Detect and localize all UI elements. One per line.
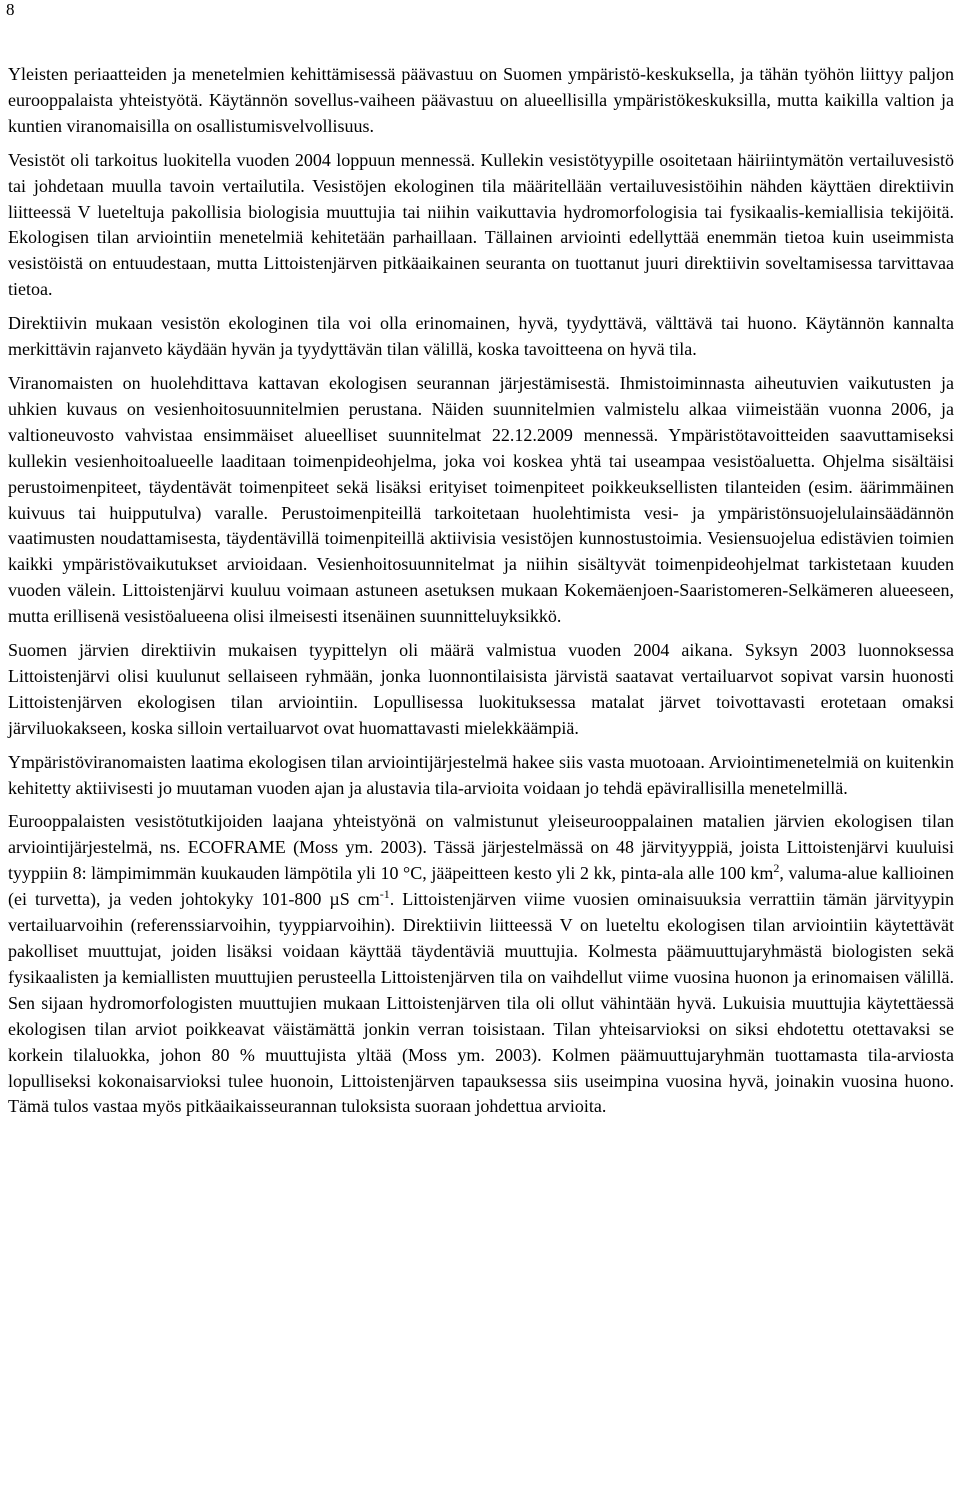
paragraph-text: Eurooppalaisten vesistötutkijoiden laajana yhteistyönä on valmistunut yleiseurooppalainen matalien järvien ekologisen tilan arviointijärjestelmä, ns. ECOFRAME (Moss ym. 2003). Tässä järjestelmässä on 48 järvityyppiä, joista Littoistenjärvi kuuluisi tyyppiin 8: lämpimimmän kuukauden lämpötila yli 10 °C, jääpeitteen kesto yli 2 kk, pinta-ala alle 100 km [8, 811, 954, 884]
paragraph-classification [8, 148, 954, 303]
paragraph-ecoframe [8, 809, 954, 1120]
paragraph-responsibility [8, 62, 954, 140]
paragraph-text: , valuma-alue kallioinen (ei turvetta), ja veden johtokyky 101-800 µS cm [8, 863, 954, 910]
paragraph-monitoring [8, 371, 954, 630]
document-body [8, 62, 954, 1128]
paragraph-text: Ympäristöviranomaisten laatima ekologisen tilan arviointijärjestelmä hakee siis vasta muotoaan. Arviointimenetelmiä on kuitenkin kehitetty aktiivisesti jo muutaman vuoden ajan ja alustavia tila-arvioita voidaan jo tehdä epävirallisilla menetelmillä. [8, 751, 954, 798]
paragraph-text: Yleisten periaatteiden ja menetelmien kehittämisessä päävastuu on Suomen ympäristö-keskuksella, ja tähän työhön liittyy paljon eurooppalaista yhteistyötä. Käytännön sovellus-vaiheen päävastuu on alueellisilla ympäristökeskuksilla, mutta kaikilla valtion ja kuntien viranomaisilla on osallistumisvelvollisuus. [8, 64, 954, 136]
paragraph-assessment-system [8, 750, 954, 802]
paragraph-text: Viranomaisten on huolehdittava kattavan ekologisen seurannan järjestämisestä. Ihmistoiminnasta aiheutuvien vaikutusten ja uhkien kuvaus on vesienhoitosuunnitelmien perustana. Näiden suunnitelmien valmistelu alkaa viimeistään vuonna 2006, ja valtioneuvosto vahvistaa ensimmäiset alueelliset suunnitelmat 22.12.2009 mennessä. Ympäristötavoitteiden saavuttamiseksi kullekin vesienhoitoalueelle laaditaan toimenpideohjelma, joka voi koskea yhtä tai useampaa vesistöaluetta. Ohjelma sisältäisi perustoimenpiteet, täydentävät toimenpiteet sekä lisäksi erityiset toimenpiteet poikkeuksellisten tilanteiden (esim. äärimmäinen kuivuus tai huipputulva) varalle. Perustoimenpiteillä tarkoitetaan huolehtimista vesi- ja ympäristönsuojelulainsäädännön vaatimusten noudattamisesta, täydentävillä toimenpiteillä aktiivisia vesistöjen kunnostustoimia. Vesiensuojelua edistävien toimien kaikki ympäristövaikutukset arvioidaan. Vesienhoitosuunnitelmat ja niihin sisältyvät toimenpideohjelmat tarkistetaan kuuden vuoden välein. Littoistenjärvi kuuluu voimaan astuneen asetuksen mukaan Kokemäenjoen-Saaristomeren-Selkämeren alueeseen, mutta erillisenä vesistöalueena olisi ilmeisesti itsenäinen suunnitteluyksikkö. [8, 372, 954, 627]
paragraph-text: Direktiivin mukaan vesistön ekologinen tila voi olla erinomainen, hyvä, tyydyttävä, välttävä tai huono. Käytännön kannalta merkittävin rajanveto käydään hyvän ja tyydyttävän tilan välillä, koska tavoitteena on hyvä tila. [8, 313, 954, 360]
paragraph-text: . Littoistenjärven viime vuosien ominaisuuksia verrattiin tämän järvityypin vertailuarvoihin (referenssiarvoihin, tyyppiarvoihin). Direktiivin liitteessä V on lueteltu ekologisen tilan arviointiin käytettävät pakolliset muuttujat, joiden lisäksi voidaan käyttää täydentäviä muuttujia. Kolmesta päämuuttujaryhmästä biologisten sekä fysikaalisten ja kemiallisten muuttujien perusteella Littoistenjärven tila on vaihdellut viime vuosina huonon ja erinomaisen välillä. Sen sijaan hydromorfologisten muuttujien mukaan Littoistenjärven tila oli ollut vähintään hyvä. Lukuisia muuttujia käytettäessä ekologisen tilan arviot poikkeavat väistämättä jonkin verran toisistaan. Tilan yhteisarvioksi on siksi ehdotettu otettavaksi se korkein tilaluokka, johon 80 % muuttujista yltää (Moss ym. 2003). Kolmen päämuuttujaryhmän tuottamasta tila-arviosta lopulliseksi kokonaisarvioksi tulee huonoin, Littoistenjärven tapauksessa siis useimpina vuosina hyvä, joinakin vuosina huono. Tämä tulos vastaa myös pitkäaikaisseurannan tuloksista suoraan johdettua arvioita. [8, 889, 954, 1117]
paragraph-text: Vesistöt oli tarkoitus luokitella vuoden 2004 loppuun mennessä. Kullekin vesistötyypille osoitetaan häiriintymätön vertailuvesistö tai johdetaan muulla tavoin vertailutila. Vesistöjen ekologinen tila määritellään vertailuvesistöihin nähden käyttäen direktiivin liitteessä V lueteltuja pakollisia biologisia muuttujia tai niihin vaikuttavia hydromorfologisia tai fysikaalis-kemiallisia tekijöitä. Ekologisen tilan arviointiin menetelmiä kehitetään parhaillaan. Tällainen arviointi edellyttää enemmän tietoa kuin useimmista vesistöistä on entuudestaan, mutta Littoistenjärven pitkäaikainen seuranta on tuottanut juuri direktiivin soveltamisessa tarvittavaa tietoa. [8, 149, 954, 300]
superscript: -1 [379, 887, 390, 902]
paragraph-typology [8, 638, 954, 742]
paragraph-ecological-status [8, 311, 954, 363]
superscript: 2 [773, 861, 780, 876]
page-number: 8 [6, 0, 15, 19]
paragraph-text: Suomen järvien direktiivin mukaisen tyypittelyn oli määrä valmistua vuoden 2004 aikana. Syksyn 2003 luonnoksessa Littoistenjärvi olisi kuulunut sellaiseen ryhmään, jonka luonnontilaisista järvistä saatavat vertailuarvot sopivat varsin huonosti Littoistenjärven ekologisen tilan arviointiin. Lopullisessa luokituksessa matalat järvet toivottavasti erotetaan omaksi järviluokakseen, koska silloin vertailuarvot ovat huomattavasti mielekkäämpiä. [8, 640, 954, 738]
